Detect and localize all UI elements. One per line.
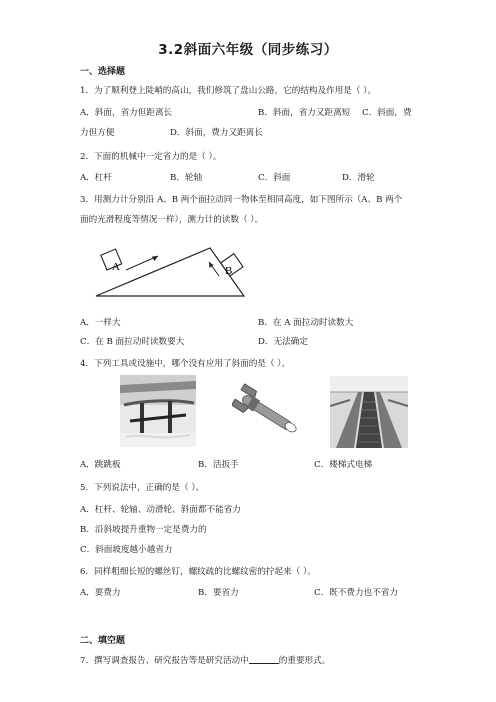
wrench-photo (232, 382, 308, 448)
question-3-option-d: D．无法确定 (258, 337, 308, 347)
question-3-stem-line2: 面的光滑程度等情况一样），测力计的读数（ ）。 (80, 215, 264, 225)
question-6-option-b: B．要省力 (198, 588, 239, 598)
question-1-option-c: C．斜面，费 (362, 108, 412, 118)
page-title: 3.2斜面六年级（同步练习） (158, 42, 338, 58)
question-5-stem: 5．下列说法中，正确的是（ ）。 (80, 483, 205, 493)
question-1-option-c-cont: 力但方便 (80, 128, 115, 138)
question-2-option-b: B．轮轴 (170, 173, 203, 183)
question-2-stem: 2．下面的机械中一定省力的是（ ）。 (80, 152, 222, 162)
section-heading-fill: 二、填空题 (80, 636, 126, 646)
question-6-option-c: C．既不费力也不省力 (314, 588, 398, 598)
diagram-label-b: B (225, 265, 233, 277)
question-4-option-b: B．活扳手 (198, 460, 239, 470)
question-2-option-a: A．杠杆 (80, 173, 112, 183)
question-5-option-a: A．杠杆、轮轴、动滑轮、斜面都不能省力 (80, 505, 241, 515)
question-1-option-a: A．斜面，省力但距离长 (80, 108, 173, 118)
question-1-option-b: B．斜面，省力又距离短 (258, 108, 351, 118)
escalator-photo (330, 376, 408, 448)
question-7-blank[interactable] (249, 655, 279, 664)
question-7-text-after: 的重要形式。 (278, 656, 331, 666)
question-2-option-c: C．斜面 (258, 173, 291, 183)
question-4-option-a: A．跳跳板 (80, 460, 121, 470)
question-1-stem: 1．为了顺利登上陡峭的高山，我们修筑了盘山公路，它的结构及作用是（ ）。 (80, 86, 377, 96)
question-3-option-b: B．在 A 面拉动时读数大 (258, 318, 354, 328)
question-2-option-d: D．滑轮 (342, 173, 375, 183)
question-6-option-a: A．要费力 (80, 588, 121, 598)
question-6-stem: 6．同样粗细长短的螺丝钉，螺纹疏的比螺纹密的拧起来（ ）。 (80, 567, 316, 577)
question-3-option-c: C．在 B 面拉动时读数要大 (80, 337, 185, 347)
seesaw-photo (120, 375, 196, 447)
question-4-option-c: C．楼梯式电梯 (314, 460, 373, 470)
incline-diagram (92, 240, 252, 300)
question-7-stem (80, 654, 330, 666)
section-heading-choice: 一、选择题 (80, 67, 126, 77)
question-5-option-c: C．斜面坡度越小越省力 (80, 545, 173, 555)
diagram-label-a: A (112, 261, 120, 273)
question-4-stem: 4．下列工具或设施中，哪个没有应用了斜面的是（ ）。 (80, 359, 291, 369)
question-5-option-b: B．沿斜坡提升重物一定是费力的 (80, 525, 207, 535)
question-7-text-before: 7．撰写调查报告、研究报告等是研究活动中 (80, 656, 249, 666)
question-3-stem-line1: 3．用测力计分别沿 A、B 两个面拉动同一物体至相同高度，如下图所示（A、B 两个 (80, 195, 403, 205)
question-3-option-a: A．一样大 (80, 318, 121, 328)
question-1-option-d: D．斜面，费力又距离长 (170, 128, 263, 138)
